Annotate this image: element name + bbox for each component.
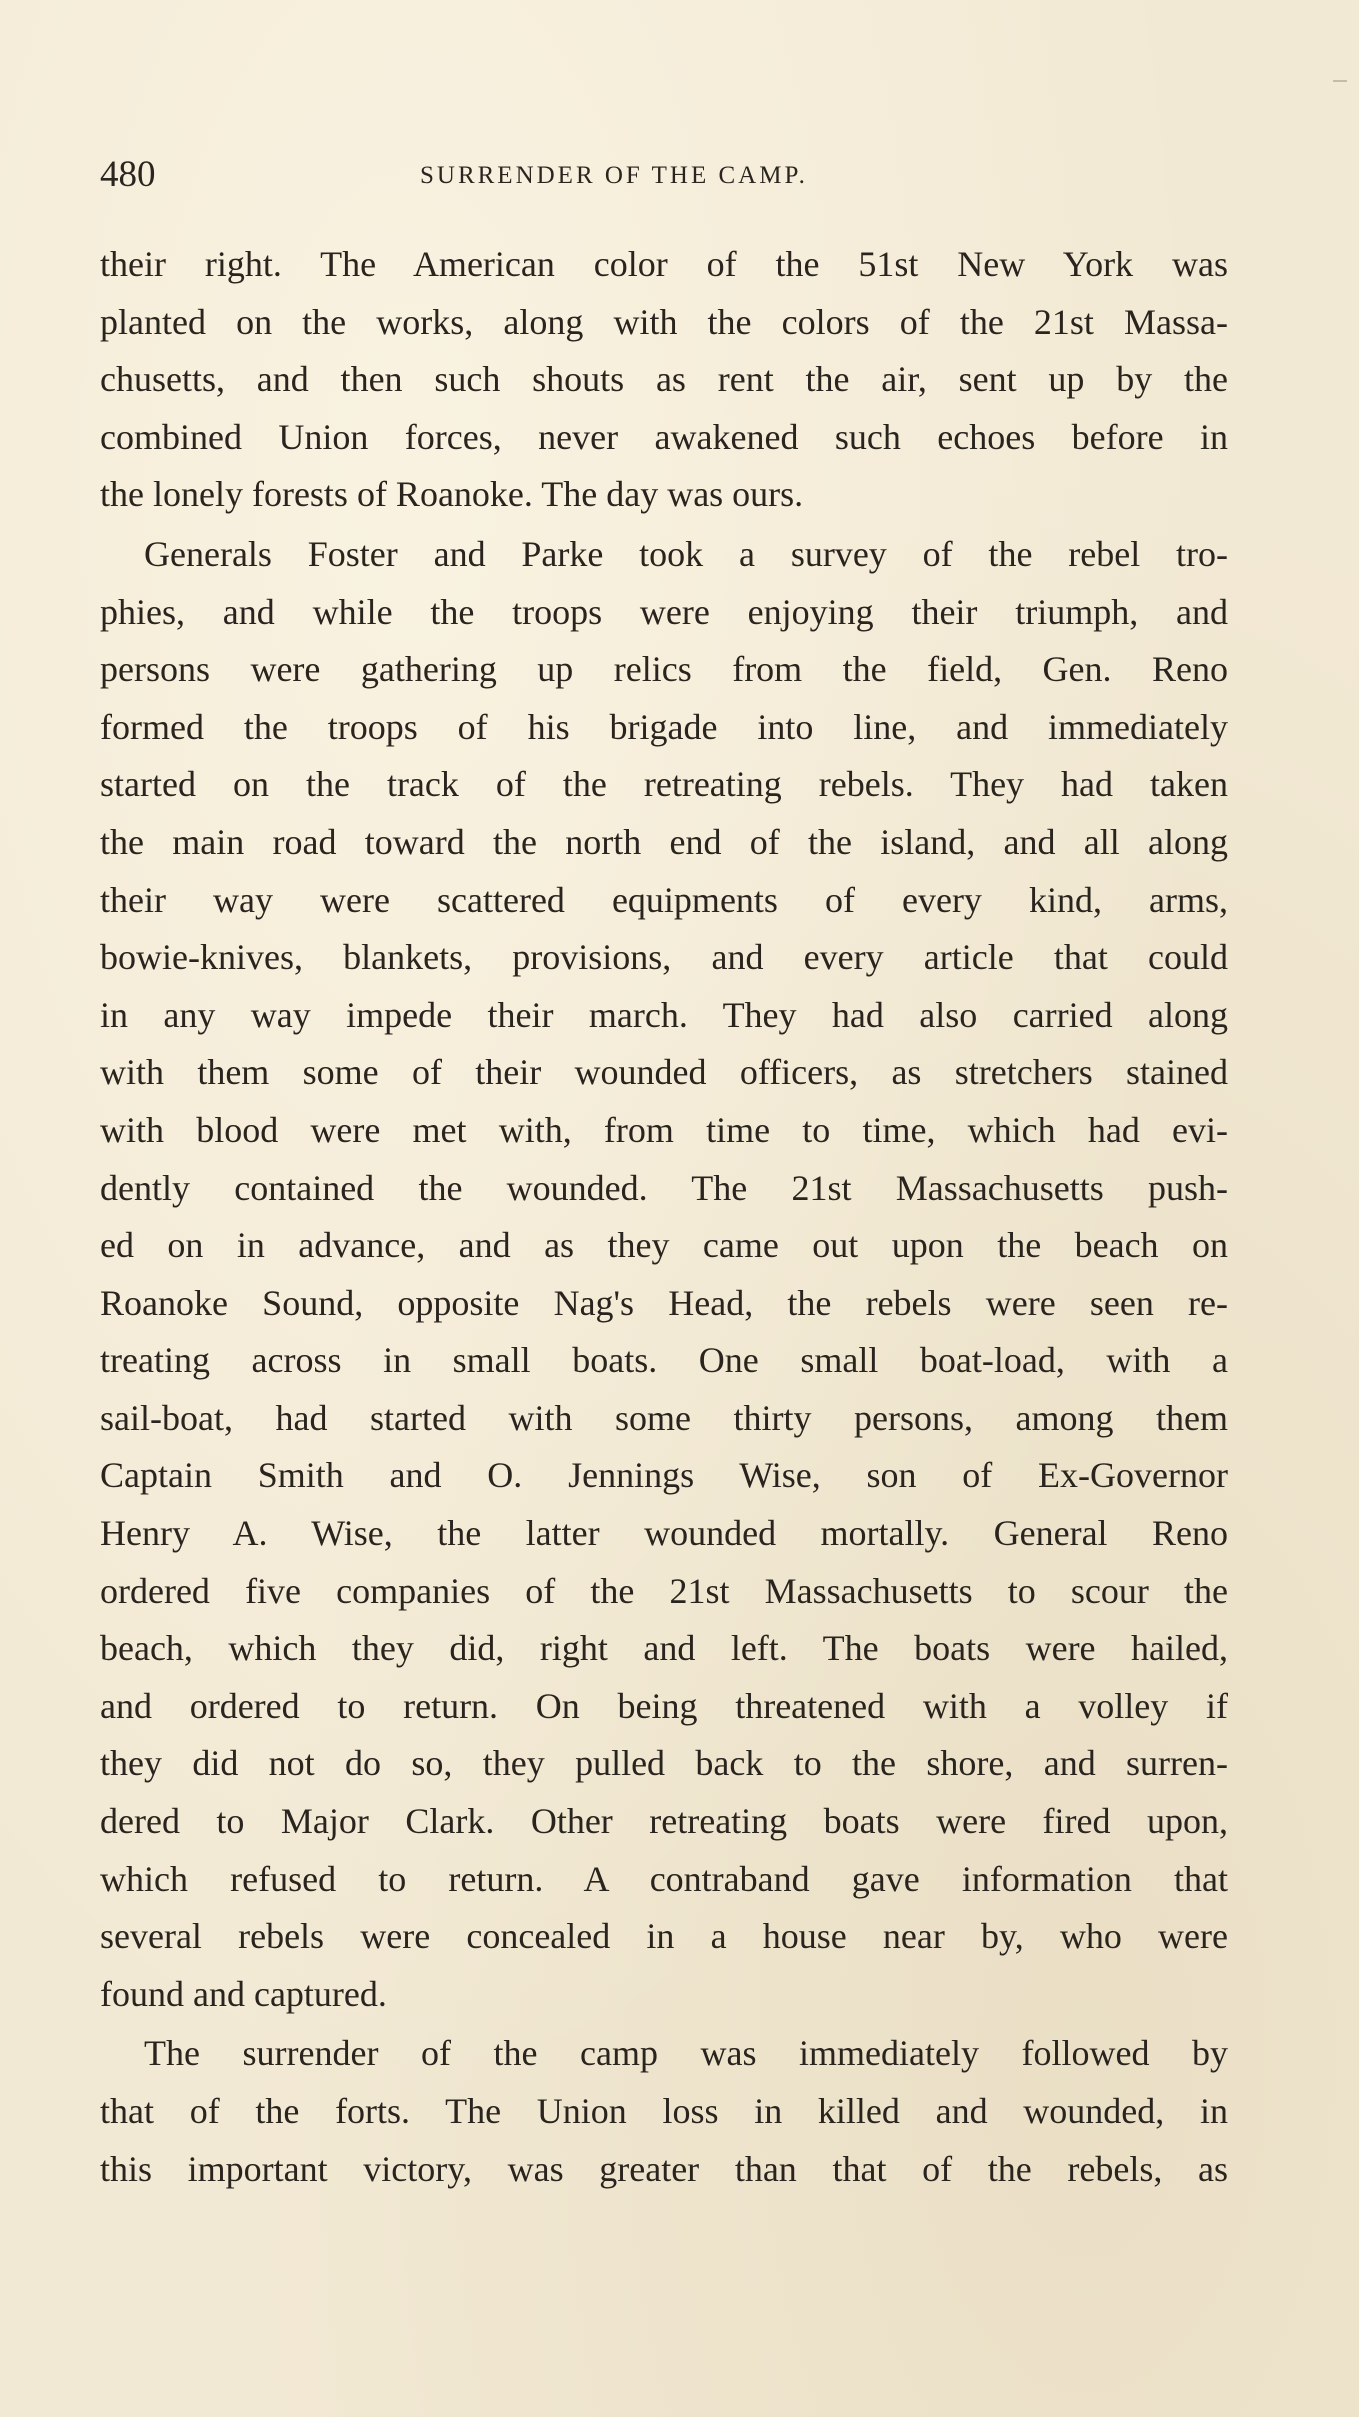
text-line: they did not do so, they pulled back to the shore, and surren- (100, 1743, 1228, 1784)
text-line: in any way impede their march. They had also carried along (100, 994, 1228, 1035)
text-line: dered to Major Clark. Other retreating boats were fired upon, (100, 1801, 1228, 1842)
text-line: bowie-knives, blankets, provisions, and every article that could (100, 937, 1228, 978)
text-line: this important victory, was greater than that of the rebels, as (100, 2148, 1228, 2189)
text-line: the lonely forests of Roanoke. The day was ours. (100, 474, 804, 515)
body-text (100, 236, 1228, 2198)
text-line: their way were scattered equipments of every kind, arms, (100, 879, 1228, 920)
text-line: combined Union forces, never awakened such echoes before in (100, 416, 1228, 457)
text-line: Henry A. Wise, the latter wounded mortally. General Reno (100, 1513, 1228, 1554)
text-line: Generals Foster and Parke took a survey of the rebel tro- (144, 533, 1228, 574)
paragraph-1 (100, 236, 1228, 524)
text-line: and ordered to return. On being threatened with a volley if (100, 1685, 1228, 1726)
text-line: found and captured. (100, 1973, 387, 2014)
text-line: started on the track of the retreating rebels. They had taken (100, 764, 1228, 805)
text-line: dently contained the wounded. The 21st Massachusetts push- (100, 1167, 1228, 1208)
text-line: which refused to return. A contraband gave information that (100, 1858, 1228, 1899)
text-line: The surrender of the camp was immediately followed by (144, 2033, 1228, 2074)
text-line: beach, which they did, right and left. The boats were hailed, (100, 1628, 1228, 1669)
text-line: the main road toward the north end of the island, and all along (100, 821, 1228, 862)
page-edge-mark (1333, 80, 1347, 82)
text-line: planted on the works, along with the colors of the 21st Massa- (100, 301, 1228, 342)
paragraph-3 (100, 2025, 1228, 2198)
text-line: ed on in advance, and as they came out upon the beach on (100, 1225, 1228, 1266)
paragraph-2 (100, 526, 1228, 2023)
text-line: that of the forts. The Union loss in killed and wounded, in (100, 2091, 1228, 2131)
text-line: ordered five companies of the 21st Massachusetts to scour the (100, 1570, 1228, 1611)
text-line: phies, and while the troops were enjoying their triumph, and (100, 591, 1228, 632)
text-line: persons were gathering up relics from the field, Gen. Reno (100, 649, 1228, 690)
text-line: Roanoke Sound, opposite Nag's Head, the rebels were seen re- (100, 1282, 1228, 1323)
text-line: with blood were met with, from time to time, which had evi- (100, 1109, 1228, 1150)
text-line: with them some of their wounded officers, as stretchers stained (100, 1052, 1228, 1093)
text-line: Captain Smith and O. Jennings Wise, son of Ex-Governor (100, 1455, 1228, 1496)
page-number: 480 (100, 154, 156, 195)
running-head: SURRENDER OF THE CAMP. (420, 162, 808, 189)
text-line: treating across in small boats. One small boat-load, with a (100, 1340, 1228, 1381)
page-header (100, 150, 1250, 200)
text-line: chusetts, and then such shouts as rent the air, sent up by the (100, 359, 1228, 400)
text-line: sail-boat, had started with some thirty persons, among them (100, 1397, 1228, 1438)
text-line: several rebels were concealed in a house near by, who were (100, 1916, 1228, 1957)
text-line: formed the troops of his brigade into line, and immediately (100, 706, 1228, 747)
text-line: their right. The American color of the 51st New York was (100, 244, 1228, 284)
